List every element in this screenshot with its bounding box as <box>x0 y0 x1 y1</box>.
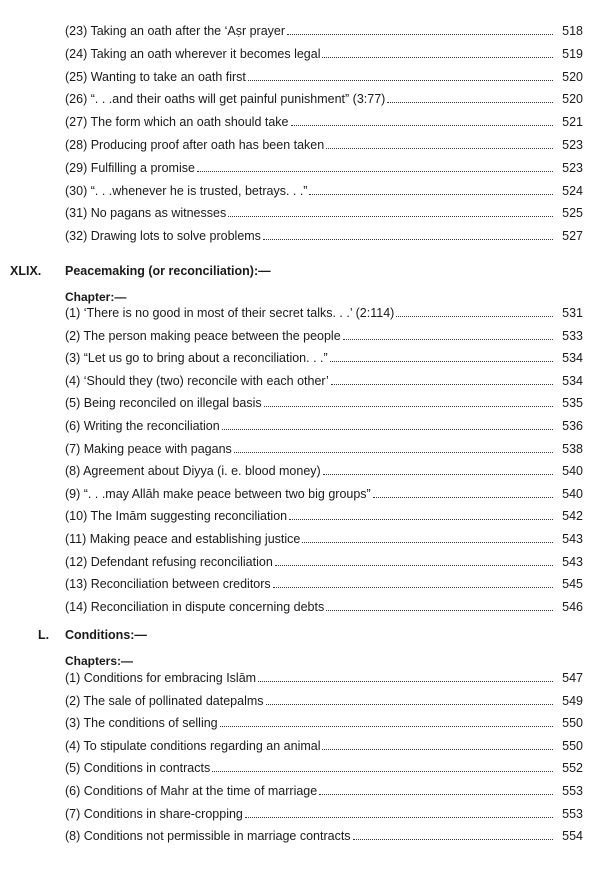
entry-text: Fulfilling a promise <box>90 160 195 175</box>
page-number: 547 <box>562 671 583 685</box>
dot-leader <box>234 442 553 453</box>
toc-entry <box>65 829 583 847</box>
entry-title <box>65 555 273 569</box>
toc-entry <box>65 374 583 392</box>
entry-number: (30) <box>65 183 88 198</box>
entry-number: (25) <box>65 69 88 84</box>
toc-entry <box>65 671 583 689</box>
toc-entry <box>65 807 583 825</box>
toc-entry <box>65 92 583 110</box>
entry-title <box>65 206 226 220</box>
toc-entry <box>65 464 583 482</box>
dot-leader <box>396 306 553 317</box>
dot-leader <box>266 694 553 705</box>
dot-leader <box>323 464 553 475</box>
entry-title <box>65 92 385 106</box>
entry-title <box>65 532 300 546</box>
toc-entry <box>65 442 583 460</box>
entry-number: (8) <box>65 464 81 479</box>
entry-text: “Let us go to bring about a reconciliation. . .” <box>83 351 328 366</box>
dot-leader <box>309 184 553 195</box>
entry-number: (12) <box>65 554 88 569</box>
dot-leader <box>326 600 553 611</box>
entry-number: (7) <box>65 441 81 456</box>
section-heading-xlix <box>10 264 271 278</box>
toc-entry <box>65 555 583 573</box>
toc-entry <box>65 784 583 802</box>
page-number: 518 <box>562 24 583 38</box>
dot-leader <box>302 532 553 543</box>
entry-text: Reconciliation in dispute concerning debts <box>90 599 325 614</box>
toc-entry <box>65 761 583 779</box>
dot-leader <box>322 47 553 58</box>
dot-leader <box>258 671 553 682</box>
entry-title <box>65 829 351 843</box>
dot-leader <box>330 351 553 362</box>
entry-text: “. . .and their oaths will get painful punishment” (3:77) <box>90 92 386 107</box>
entry-number: (29) <box>65 160 88 175</box>
toc-entry <box>65 351 583 369</box>
page-number: 523 <box>562 138 583 152</box>
entry-title <box>65 70 246 84</box>
toc-entry <box>65 138 583 156</box>
entry-number: (2) <box>65 693 81 708</box>
entry-title <box>65 115 289 129</box>
entry-number: (5) <box>65 761 81 776</box>
entry-text: “. . .whenever he is trusted, betrays. . .” <box>90 183 308 198</box>
entry-number: (13) <box>65 577 88 592</box>
entry-text: Conditions for embracing Islām <box>83 671 257 685</box>
page-number: 540 <box>562 464 583 479</box>
toc-entry <box>65 532 583 550</box>
toc-entry <box>65 184 583 202</box>
entry-title <box>65 306 394 320</box>
toc-entry <box>65 229 583 247</box>
dot-leader <box>387 92 553 103</box>
entry-number: (23) <box>65 24 88 38</box>
page-number: 552 <box>562 761 583 776</box>
section-heading-l <box>38 628 147 642</box>
entry-number: (9) <box>65 486 81 501</box>
entry-number: (3) <box>65 716 81 731</box>
entry-title <box>65 761 210 775</box>
dot-leader <box>220 716 553 727</box>
entry-title <box>65 464 321 478</box>
entry-title <box>65 419 220 433</box>
section-title: Conditions:— <box>65 628 147 642</box>
dot-leader <box>373 487 553 498</box>
entry-text: Being reconciled on illegal basis <box>83 396 262 411</box>
entry-number: (4) <box>65 738 81 753</box>
entry-title <box>65 396 262 410</box>
page-number: 519 <box>562 46 583 61</box>
dot-leader <box>291 115 553 126</box>
entry-text: Reconciliation between creditors <box>90 577 271 592</box>
entry-text: To stipulate conditions regarding an animal <box>83 738 321 753</box>
entry-title <box>65 577 271 591</box>
chapter-label: Chapters:— <box>65 654 134 668</box>
page-number: 543 <box>562 554 583 569</box>
page-number: 554 <box>562 829 583 844</box>
entry-text: Producing proof after oath has been taken <box>90 138 325 152</box>
page-number: 546 <box>562 599 583 614</box>
entry-title <box>65 374 329 388</box>
entry-text: “. . .may Allāh make peace between two big groups” <box>83 486 371 501</box>
entry-title <box>65 807 243 821</box>
page-number: 550 <box>562 738 583 753</box>
dot-leader <box>319 784 553 795</box>
entry-text: Conditions not permissible in marriage contracts <box>83 829 351 844</box>
entry-title <box>65 600 324 614</box>
entry-text: No pagans as witnesses <box>90 206 227 221</box>
toc-entry <box>65 306 583 324</box>
entry-title <box>65 329 341 343</box>
entry-number: (31) <box>65 206 88 221</box>
entry-text: Agreement about Diyya (i. e. blood money) <box>83 464 321 479</box>
dot-leader <box>353 829 553 840</box>
section-number: L. <box>38 628 50 642</box>
page-number: 533 <box>562 328 583 343</box>
section-number: XLIX. <box>10 264 42 278</box>
entry-number: (32) <box>65 229 88 244</box>
entry-title <box>65 784 317 798</box>
entry-text: Defendant refusing reconciliation <box>90 554 273 569</box>
entry-title <box>65 739 320 753</box>
entry-number: (1) <box>65 306 81 320</box>
entry-text: ‘There is no good in most of their secret talks. . .’ (2:114) <box>83 306 395 320</box>
entry-text: Wanting to take an oath first <box>90 69 246 84</box>
entry-number: (1) <box>65 671 81 685</box>
page-number: 549 <box>562 693 583 708</box>
dot-leader <box>343 329 553 340</box>
entry-title <box>65 716 218 730</box>
entry-text: The person making peace between the people <box>83 328 341 343</box>
entry-text: Conditions of Mahr at the time of marriage <box>83 784 318 798</box>
dot-leader <box>273 577 553 588</box>
toc-entry <box>65 396 583 414</box>
entry-text: The sale of pollinated datepalms <box>83 693 264 708</box>
toc-entry <box>65 509 583 527</box>
entry-text: The form which an oath should take <box>90 115 289 130</box>
page-number: 534 <box>562 351 583 366</box>
page-number: 535 <box>562 396 583 411</box>
page-number: 523 <box>562 160 583 175</box>
page-number: 534 <box>562 373 583 388</box>
entry-number: (10) <box>65 509 88 524</box>
entry-number: (24) <box>65 46 88 61</box>
toc-entry <box>65 600 583 618</box>
page-number: 553 <box>562 806 583 821</box>
toc-entry <box>65 161 583 179</box>
entry-number: (2) <box>65 328 81 343</box>
page-number: 520 <box>562 92 583 107</box>
toc-entry <box>65 206 583 224</box>
page-number: 536 <box>562 419 583 433</box>
entry-text: Taking an oath after the ‘Aṣr prayer <box>90 24 286 38</box>
entry-title <box>65 509 287 523</box>
entry-title <box>65 487 371 501</box>
entry-title <box>65 442 232 456</box>
entry-text: Writing the reconciliation <box>83 419 220 433</box>
entry-text: Conditions in contracts <box>83 761 211 776</box>
page-number: 521 <box>562 115 583 130</box>
entry-text: ‘Should they (two) reconcile with each other’ <box>83 373 329 388</box>
entry-title <box>65 161 195 175</box>
toc-entry <box>65 577 583 595</box>
entry-text: Conditions in share-cropping <box>83 806 243 821</box>
toc-entry <box>65 716 583 734</box>
dot-leader <box>197 161 553 172</box>
dot-leader <box>326 138 553 149</box>
dot-leader <box>212 761 553 772</box>
entry-title <box>65 24 285 38</box>
toc-entry <box>65 487 583 505</box>
toc-entry <box>65 70 583 88</box>
entry-title <box>65 229 261 243</box>
entry-text: Drawing lots to solve problems <box>90 229 261 244</box>
page-number: 543 <box>562 532 583 546</box>
page-number: 531 <box>562 306 583 320</box>
page-number: 540 <box>562 486 583 501</box>
entry-title <box>65 47 320 61</box>
page-number: 527 <box>562 229 583 244</box>
page-number: 525 <box>562 206 583 221</box>
toc-entry <box>65 329 583 347</box>
entry-number: (26) <box>65 92 88 107</box>
dot-leader <box>222 419 553 430</box>
entry-text: The Imām suggesting reconciliation <box>90 509 288 524</box>
chapter-label: Chapter:— <box>65 290 127 304</box>
toc-entry <box>65 47 583 65</box>
entry-text: Taking an oath wherever it becomes legal <box>90 46 321 61</box>
entry-text: Making peace and establishing justice <box>89 532 301 546</box>
entry-title <box>65 184 307 198</box>
toc-entry <box>65 24 583 42</box>
entry-title <box>65 351 328 365</box>
dot-leader <box>287 24 553 35</box>
entry-number: (5) <box>65 396 81 411</box>
entry-number: (6) <box>65 419 81 433</box>
dot-leader <box>289 509 553 520</box>
entry-number: (7) <box>65 806 81 821</box>
dot-leader <box>248 70 553 81</box>
dot-leader <box>275 555 553 566</box>
dot-leader <box>331 374 553 385</box>
entry-title <box>65 671 256 685</box>
entry-number: (6) <box>65 784 81 798</box>
entry-number: (8) <box>65 829 81 844</box>
dot-leader <box>264 396 553 407</box>
entry-number: (14) <box>65 599 88 614</box>
entry-title <box>65 694 264 708</box>
dot-leader <box>245 807 553 818</box>
page-number: 538 <box>562 441 583 456</box>
entry-number: (4) <box>65 373 81 388</box>
toc-entry <box>65 115 583 133</box>
entry-text: The conditions of selling <box>83 716 218 731</box>
entry-number: (27) <box>65 115 88 130</box>
dot-leader <box>263 229 553 240</box>
dot-leader <box>228 206 553 217</box>
entry-number: (3) <box>65 351 81 366</box>
page-number: 524 <box>562 183 583 198</box>
entry-text: Making peace with pagans <box>83 441 232 456</box>
page-number: 542 <box>562 509 583 524</box>
entry-title <box>65 138 324 152</box>
page-number: 545 <box>562 577 583 592</box>
toc-entry <box>65 419 583 437</box>
entry-number: (28) <box>65 138 88 152</box>
dot-leader <box>322 739 553 750</box>
section-title: Peacemaking (or reconciliation):— <box>65 264 271 278</box>
entry-number: (11) <box>65 532 87 546</box>
toc-entry <box>65 739 583 757</box>
page-number: 520 <box>562 69 583 84</box>
page-number: 553 <box>562 784 583 798</box>
page-number: 550 <box>562 716 583 731</box>
toc-entry <box>65 694 583 712</box>
